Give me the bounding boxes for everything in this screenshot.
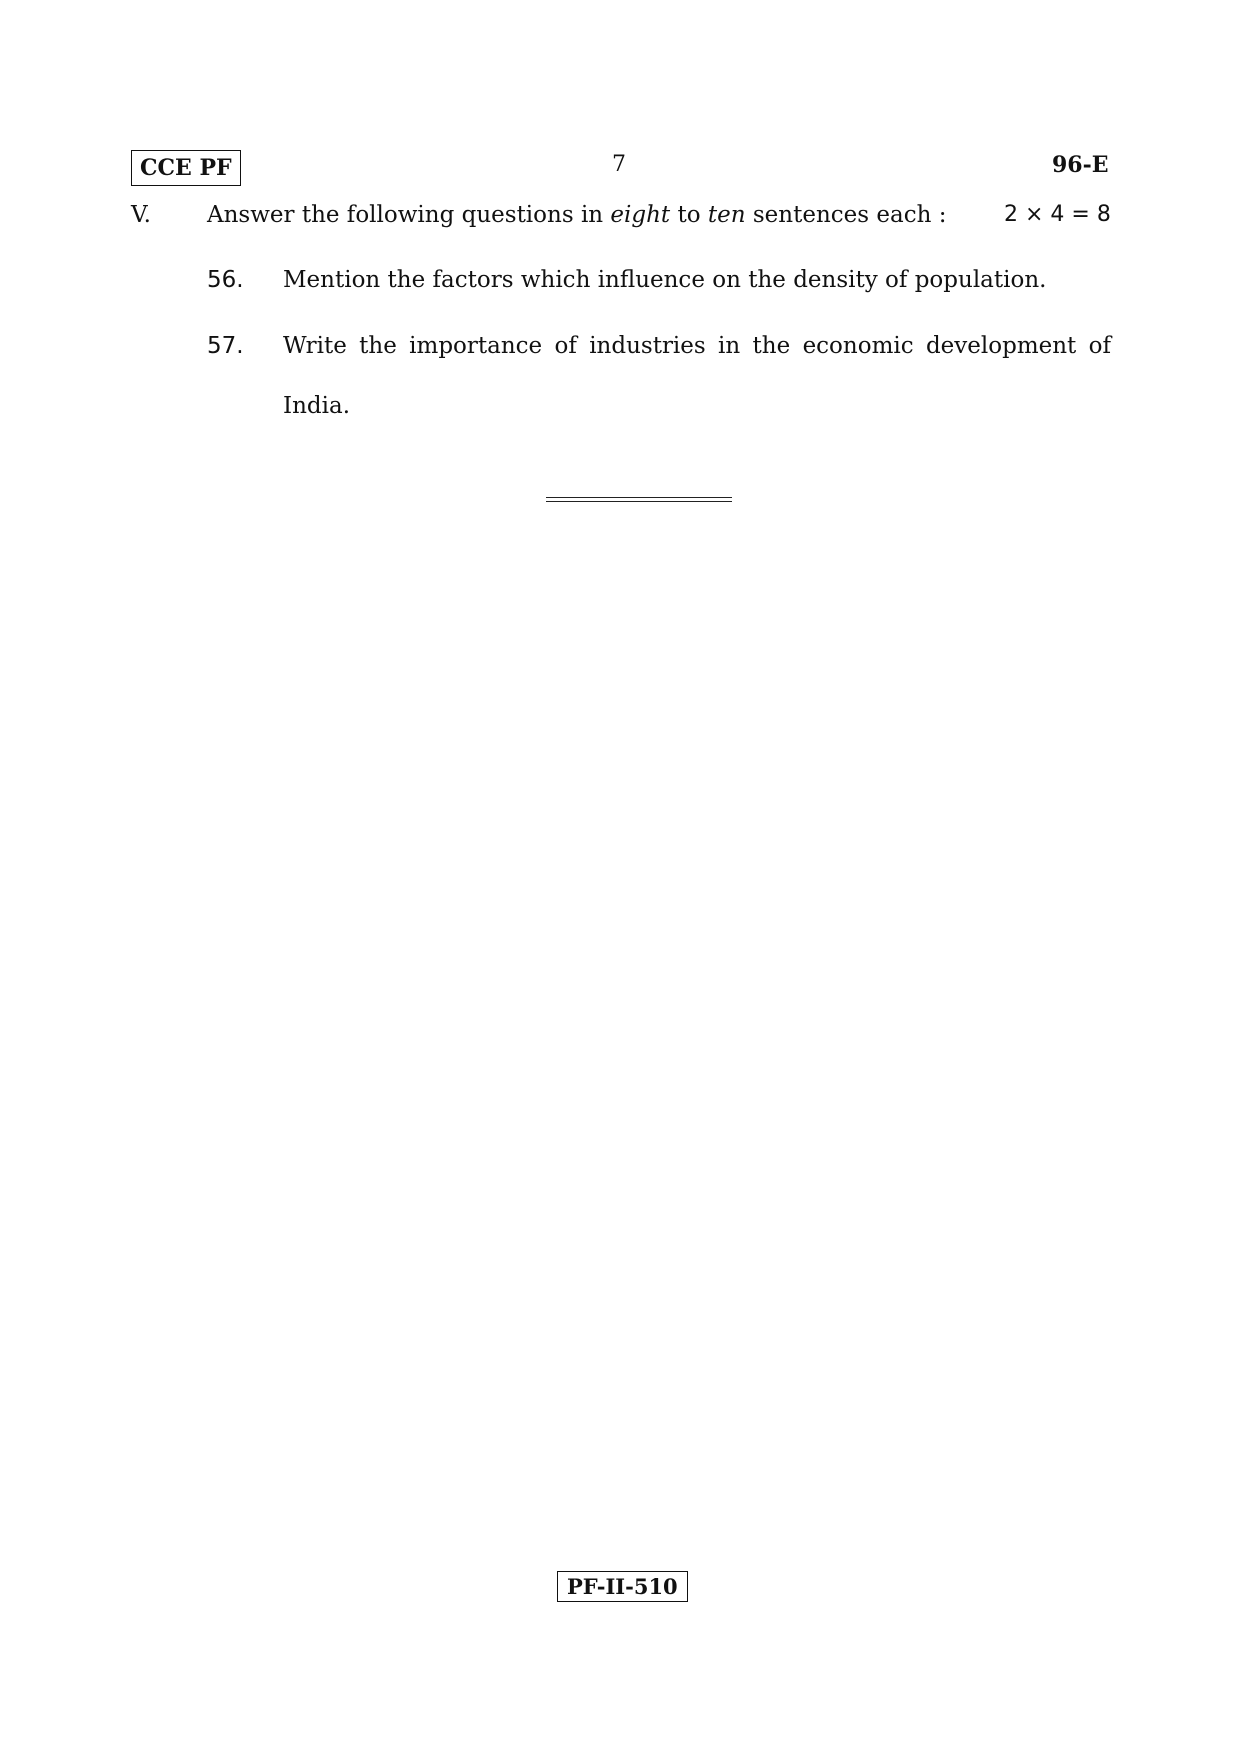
question-text: Mention the factors which influence on the density of population. [283,267,1047,293]
section-marks: 2 × 4 = 8 [1004,202,1111,227]
question-text: Write the importance of industries in the economic development of [283,333,1111,359]
instruction-part: Answer the following questions in [207,202,611,228]
end-of-paper-double-rule [546,497,732,502]
section-instruction [207,200,946,230]
instruction-part: sentences each : [745,202,947,228]
instruction-emphasis-eight: eight [610,202,671,228]
instruction-emphasis-ten: ten [707,202,746,228]
section-number: V. [131,202,151,228]
page-number: 7 [612,152,626,177]
instruction-part: to [670,202,708,228]
paper-code-right: 96-E [1052,152,1109,178]
paper-code-box: CCE PF [131,150,241,186]
question-number: 57. [207,333,244,359]
footer-code-box: PF-II-510 [557,1571,688,1602]
question-number: 56. [207,267,244,293]
question-text-continued: India. [283,393,351,419]
